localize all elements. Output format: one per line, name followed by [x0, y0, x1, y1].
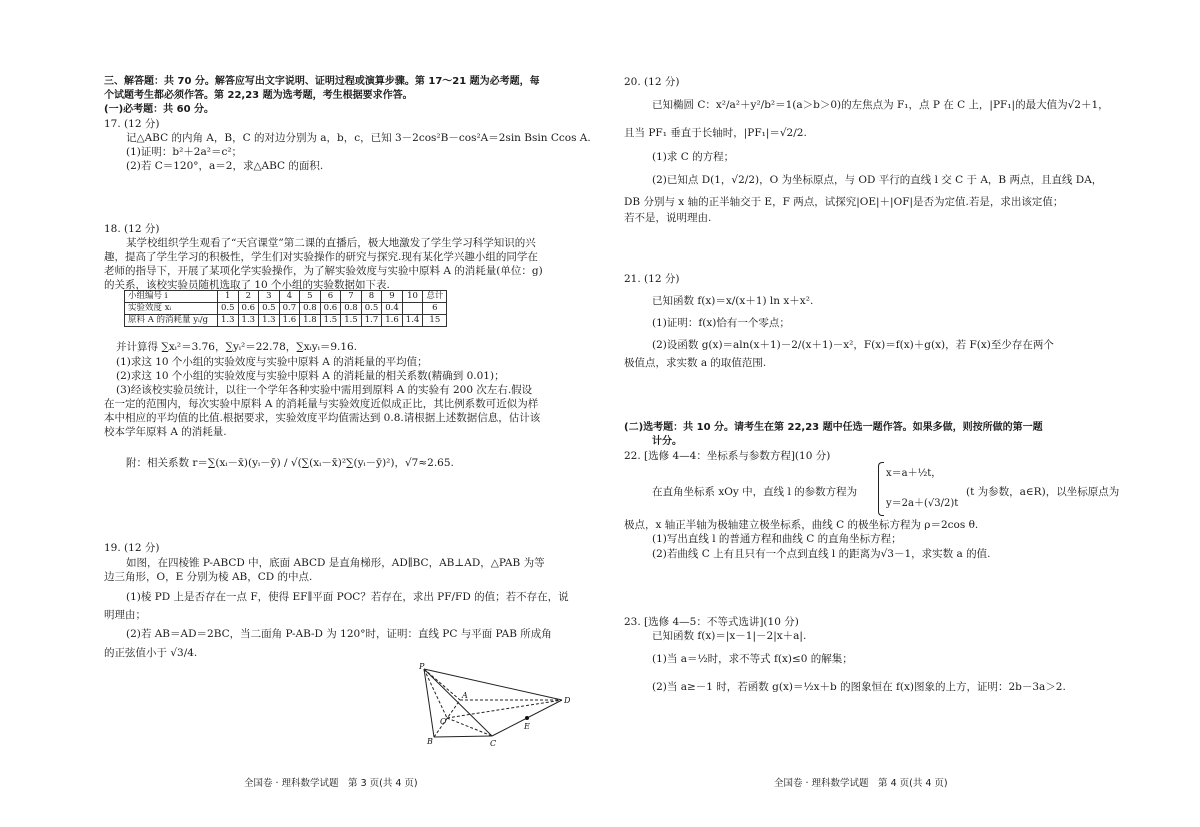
- table-cell: 6: [423, 303, 447, 315]
- q21-heading: 21. (12 分): [624, 273, 680, 285]
- table-cell: 0.4: [382, 303, 403, 315]
- table-row: [125, 303, 447, 315]
- table-cell: 1: [218, 291, 239, 303]
- q20-part2-line3: 若不是，说明理由.: [624, 212, 712, 224]
- table-cell: 1.7: [361, 315, 382, 327]
- table-cell: 4: [279, 291, 300, 303]
- table-cell: 7: [341, 291, 362, 303]
- table-cell: [402, 303, 423, 315]
- q22-line1-prefix: 在直角坐标系 xOy 中，直线 l 的参数方程为: [652, 486, 858, 498]
- table-cell: 10: [402, 291, 423, 303]
- page-3-footer: 全国卷 · 理科数学试题 第 3 页(共 4 页): [244, 778, 418, 789]
- label-p: P: [419, 662, 425, 671]
- section3-header-line2: 个试题考生都必须作答。第 22,23 题为选考题，考生根据要求作答。: [104, 90, 413, 101]
- point-e: [525, 716, 529, 720]
- q20-line2: 且当 PF₁ 垂直于长轴时，|PF₁|＝√2/2.: [624, 127, 807, 139]
- table-cell: 1.5: [341, 315, 362, 327]
- table-row-header: 实验效度 xᵢ: [125, 303, 218, 315]
- required-section-header: (一)必考题：共 60 分。: [104, 104, 215, 115]
- q20-heading: 20. (12 分): [624, 76, 680, 88]
- q20-part1: (1)求 C 的方程；: [652, 151, 735, 163]
- pyramid-figure: [410, 660, 580, 750]
- q17-stem: 记△ABC 的内角 A，B，C 的对边分别为 a，b，c，已知 3－2cos²B－cos²A＝2sin Bsin Ccos A.: [126, 132, 591, 144]
- table-cell: 1.6: [382, 315, 403, 327]
- table-cell: 0.6: [238, 303, 259, 315]
- q19-part1-line1: (1)棱 PD 上是否存在一点 F，使得 EF∥平面 POC？若存在，求出 PF/FD 的值；若不存在，说: [126, 591, 569, 603]
- q22-system-eq2: y＝2a＋(√3/2)t: [886, 498, 959, 509]
- edge-pd: [424, 669, 562, 700]
- q21-part2-line1: (2)设函数 g(x)＝aln(x＋1)－2/(x＋1)－x²，F(x)＝f(x)＋g(x)，若 F(x)至少存在两个: [652, 339, 1054, 351]
- q22-system-brace: [878, 462, 884, 516]
- q22-part1: (1)写出直线 l 的普通方程和曲线 C 的直角坐标方程；: [652, 533, 902, 545]
- q19-part2-line1: (2)若 AB＝AD＝2BC，当二面角 P-AB-D 为 120°时，证明：直线 PC 与平面 PAB 所成角: [126, 628, 552, 640]
- q18-part3-line3: 本中相应的平均值的比值.根据要求，实验效度平均值需达到 0.8.请根据上述数据信息，估计该: [104, 412, 541, 424]
- q19-heading: 19. (12 分): [104, 542, 160, 554]
- label-d: D: [564, 696, 571, 705]
- q17-part1: (1)证明：b²＋2a²＝c²；: [126, 146, 243, 158]
- q19-line2: 边三角形，O，E 分别为棱 AB，CD 的中点.: [104, 571, 313, 583]
- q21-part2-line2: 极值点，求实数 a 的取值范围.: [624, 357, 767, 369]
- table-cell: 总计: [423, 291, 447, 303]
- q23-part2: (2)当 a≥－1 时，若函数 g(x)＝½x＋b 的图象恒在 f(x)图象的上方，证明：2b－3a＞2.: [652, 681, 1066, 693]
- label-e: E: [524, 722, 530, 731]
- q22-line1-suffix: (t 为参数，a∈R)，以坐标原点为: [966, 486, 1120, 498]
- label-a: A: [462, 691, 468, 700]
- q18-data-table: [124, 290, 447, 327]
- table-cell: 1.6: [279, 315, 300, 327]
- table-cell: 1.4: [402, 315, 423, 327]
- edge-oc: [447, 718, 492, 736]
- q22-heading: 22. [选修 4—4：坐标系与参数方程](10 分): [624, 450, 831, 462]
- q23-heading: 23. [选修 4—5：不等式选讲](10 分): [624, 616, 799, 628]
- table-cell: 8: [361, 291, 382, 303]
- q21-line1: 已知函数 f(x)＝x/(x＋1) ln x＋x².: [652, 295, 814, 307]
- table-row-header: 原料 A 的消耗量 yᵢ/g: [125, 315, 218, 327]
- table-cell: 2: [238, 291, 259, 303]
- q22-system-eq1: x＝a＋½t，: [886, 468, 942, 479]
- label-b: B: [427, 737, 433, 746]
- q23-part1: (1)当 a＝½时，求不等式 f(x)≤0 的解集；: [652, 653, 853, 665]
- q18-line4: 的关系，该校实验员随机选取了 10 个小组的实验数据如下表.: [104, 279, 390, 291]
- table-cell: 5: [300, 291, 321, 303]
- page-4-footer: 全国卷 · 理科数学试题 第 4 页(共 4 页): [774, 778, 948, 789]
- edge-bc: [434, 736, 492, 737]
- label-o: O: [440, 717, 447, 726]
- table-cell: 1.8: [300, 315, 321, 327]
- edge-pa: [424, 669, 460, 700]
- table-cell: 9: [382, 291, 403, 303]
- table-row-header: 小组编号 i: [125, 291, 218, 303]
- optional-section-header-line2: 计分。: [652, 436, 682, 447]
- q18-part2: (2)求这 10 个小组的实验效度与实验中原料 A 的消耗量的相关系数(精确到 0.01)；: [116, 370, 505, 382]
- label-c: C: [490, 739, 497, 748]
- table-cell: 0.5: [361, 303, 382, 315]
- table-cell: 6: [320, 291, 341, 303]
- q18-sums: 并计算得 ∑xᵢ²＝3.76，∑yᵢ²＝22.78，∑xᵢyᵢ＝9.16.: [116, 341, 358, 353]
- table-cell: 0.5: [259, 303, 280, 315]
- section3-header-line1: 三、解答题：共 70 分。解答应写出文字说明、证明过程或演算步骤。第 17～21 题为必考题，每: [104, 76, 540, 87]
- q23-line1: 已知函数 f(x)＝|x－1|－2|x＋a|.: [652, 630, 807, 642]
- q17-part2: (2)若 C＝120°，a＝2，求△ABC 的面积.: [126, 160, 324, 172]
- table-row: [125, 291, 447, 303]
- table-cell: 0.6: [320, 303, 341, 315]
- q19-part1-line2: 明理由；: [104, 609, 146, 621]
- q21-part1: (1)证明：f(x)恰有一个零点；: [652, 317, 790, 329]
- table-cell: 1.3: [218, 315, 239, 327]
- q17-heading: 17. (12 分): [104, 118, 160, 130]
- q22-line2: 极点，x 轴正半轴为极轴建立极坐标系，曲线 C 的极坐标方程为 ρ＝2cos θ.: [624, 519, 979, 531]
- q18-line2: 趣，提高了学生学习的积极性，学生们对实验操作的研究与探究.现有某化学兴趣小组的同学在: [104, 251, 538, 263]
- table-cell: 0.8: [300, 303, 321, 315]
- q18-correlation-formula: 附：相关系数 r＝∑(xᵢ－x̄)(yᵢ－ȳ) / √(∑(xᵢ－x̄)²∑(yᵢ－ȳ)²)，√7≈2.65.: [126, 457, 454, 469]
- q18-part3-line1: (3)经该校实验员统计，以往一个学年各种实验中需用到原料 A 的实验有 200 次左右.假设: [116, 384, 533, 396]
- table-cell: 15: [423, 315, 447, 327]
- table-cell: 0.8: [341, 303, 362, 315]
- q20-part2-line2: DB 分别与 x 轴的正半轴交于 E，F 两点，试探究|OE|＋|OF|是否为定值.若是，求出该定值；: [624, 196, 1064, 208]
- q20-line1: 已知椭圆 C：x²/a²＋y²/b²＝1(a＞b＞0)的左焦点为 F₁，点 P 在 C 上，|PF₁|的最大值为√2＋1，: [652, 99, 1109, 111]
- table-row: [125, 315, 447, 327]
- page-4: [600, 0, 1200, 827]
- q19-line1: 如图，在四棱锥 P-ABCD 中，底面 ABCD 是直角梯形，AD∥BC，AB⊥AD，△PAB 为等: [126, 557, 545, 569]
- q22-part2: (2)若曲线 C 上有且只有一个点到直线 l 的距离为√3－1，求实数 a 的值.: [652, 548, 991, 560]
- q18-line1: 某学校组织学生观看了“天宫课堂”第二课的直播后，极大地激发了学生学习科学知识的兴: [126, 237, 536, 249]
- q18-part3-line2: 在一定的范围内，每次实验中原料 A 的消耗量与实验效度近似成正比，其比例系数可近似为样: [104, 398, 539, 410]
- q20-part2-line1: (2)已知点 D(1，√2/2)，O 为坐标原点，与 OD 平行的直线 l 交 C 于 A，B 两点，且直线 DA，: [652, 174, 1103, 186]
- table-cell: 0.7: [279, 303, 300, 315]
- table-cell: 1.3: [259, 315, 280, 327]
- optional-section-header-line1: (二)选考题：共 10 分。请考生在第 22,23 题中任选一题作答。如果多做，则按所做的第一题: [624, 422, 1043, 433]
- table-cell: 1.5: [320, 315, 341, 327]
- table-cell: 0.5: [218, 303, 239, 315]
- table-cell: 1.3: [238, 315, 259, 327]
- q18-heading: 18. (12 分): [104, 223, 160, 235]
- q19-part2-line2: 的正弦值小于 √3/4.: [104, 647, 198, 659]
- q18-line3: 老师的指导下，开展了某项化学实验操作，为了解实验效度与实验中原料 A 的消耗量(单位：g): [104, 265, 543, 277]
- q18-part1: (1)求这 10 个小组的实验效度与实验中原料 A 的消耗量的平均值；: [116, 356, 428, 368]
- table-cell: 3: [259, 291, 280, 303]
- q18-part3-line4: 校本学年原料 A 的消耗量.: [104, 426, 227, 438]
